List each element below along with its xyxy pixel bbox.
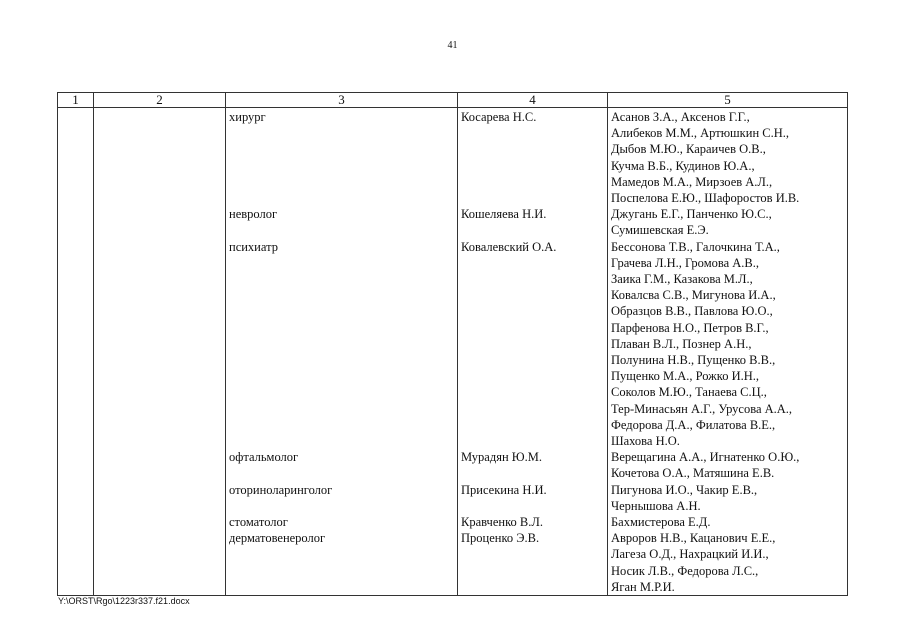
member-line: Носик Л.В., Федорова Л.С.,	[611, 563, 759, 578]
member-line: Асанов З.А., Аксенов Г.Г.,	[611, 110, 750, 124]
file-path-footer: Y:\ORST\Rgo\1223r337.f21.docx	[58, 596, 190, 606]
member-line: Верещагина А.А., Игнатенко О.Ю.,	[611, 450, 800, 465]
member-line: Грачева Л.Н., Громова А.В.,	[611, 255, 759, 270]
chair-cell: Мурадян Ю.М.	[461, 450, 542, 465]
column-header-3: 3	[226, 93, 458, 108]
specialty-cell: невролог	[229, 207, 278, 222]
specialty-cell: офтальмолог	[229, 450, 299, 465]
chair-cell: Проценко Э.В.	[461, 531, 540, 546]
member-line: Лагеза О.Д., Нахрацкий И.И.,	[611, 547, 769, 562]
member-line: Чернышова А.Н.	[611, 498, 701, 513]
member-line: Шахова Н.О.	[611, 434, 680, 449]
column-header-4: 4	[458, 93, 608, 108]
specialty-column	[226, 108, 458, 596]
members-cell	[611, 514, 844, 530]
member-line: Дыбов М.Ю., Караичев О.В.,	[611, 142, 766, 157]
members-column	[608, 108, 848, 596]
chair-cell: Косарева Н.С.	[461, 110, 537, 124]
chair-cell: Кошеляева Н.И.	[461, 207, 547, 222]
chair-column	[458, 108, 608, 596]
table-body-row	[58, 108, 848, 596]
member-line: Ковалсва С.В., Мигунова И.А.,	[611, 288, 776, 303]
table-header-row	[58, 93, 848, 108]
member-line: Бессонова Т.В., Галочкина Т.А.,	[611, 239, 780, 254]
member-line: Соколов М.Ю., Танаева С.Ц.,	[611, 385, 767, 400]
cell-number	[58, 108, 94, 596]
member-line: Пущенко М.А., Рожко И.Н.,	[611, 369, 760, 384]
column-header-2: 2	[94, 93, 226, 108]
member-line: Кучма В.Б., Кудинов Ю.А.,	[611, 158, 755, 173]
specialty-cell: психиатр	[229, 239, 278, 254]
specialty-cell: дерматовенеролог	[229, 531, 326, 546]
member-line: Пигунова И.О., Чакир Е.В.,	[611, 482, 758, 497]
members-cell	[611, 239, 844, 450]
member-line: Мамедов М.А., Мирзоев А.Л.,	[611, 174, 773, 189]
member-line: Образцов В.В., Павлова Ю.О.,	[611, 304, 773, 319]
committee-table	[57, 92, 848, 596]
member-line: Сумишевская Е.Э.	[611, 223, 709, 238]
member-line: Алибеков М.М., Артюшкин С.Н.,	[611, 126, 789, 141]
member-line: Авроров Н.В., Кацанович Е.Е.,	[611, 531, 776, 546]
members-cell	[611, 482, 844, 514]
member-line: Заика Г.М., Казакова М.Л.,	[611, 271, 753, 286]
members-cell	[611, 449, 844, 481]
member-line: Федорова Д.А., Филатова В.Е.,	[611, 417, 776, 432]
members-cell	[611, 109, 844, 206]
specialty-cell: стоматолог	[229, 514, 288, 529]
members-cell	[611, 530, 844, 595]
member-line: Кочетова О.А., Матяшина Е.В.	[611, 466, 775, 481]
column-header-1: 1	[58, 93, 94, 108]
specialty-cell: оториноларинголог	[229, 482, 333, 497]
member-line: Поспелова Е.Ю., Шафоростов И.В.	[611, 191, 800, 206]
member-line: Яган М.Р.И.	[611, 579, 675, 594]
member-line: Бахмистерова Е.Д.	[611, 514, 711, 529]
member-line: Джугань Е.Г., Панченко Ю.С.,	[611, 207, 772, 222]
chair-cell: Кравченко В.Л.	[461, 514, 543, 529]
chair-cell: Присекина Н.И.	[461, 482, 547, 497]
cell-section	[94, 108, 226, 596]
page-number: 41	[447, 40, 458, 51]
member-line: Полунина Н.В., Пущенко В.В.,	[611, 353, 776, 367]
members-cell	[611, 206, 844, 238]
specialty-cell: хирург	[229, 110, 266, 124]
column-header-5: 5	[608, 93, 848, 108]
chair-cell: Ковалевский О.А.	[461, 239, 557, 254]
member-line: Парфенова Н.О., Петров В.Г.,	[611, 320, 769, 335]
member-line: Тер-Минасьян А.Г., Урусова А.А.,	[611, 401, 793, 416]
member-line: Плаван В.Л., Познер А.Н.,	[611, 336, 752, 351]
